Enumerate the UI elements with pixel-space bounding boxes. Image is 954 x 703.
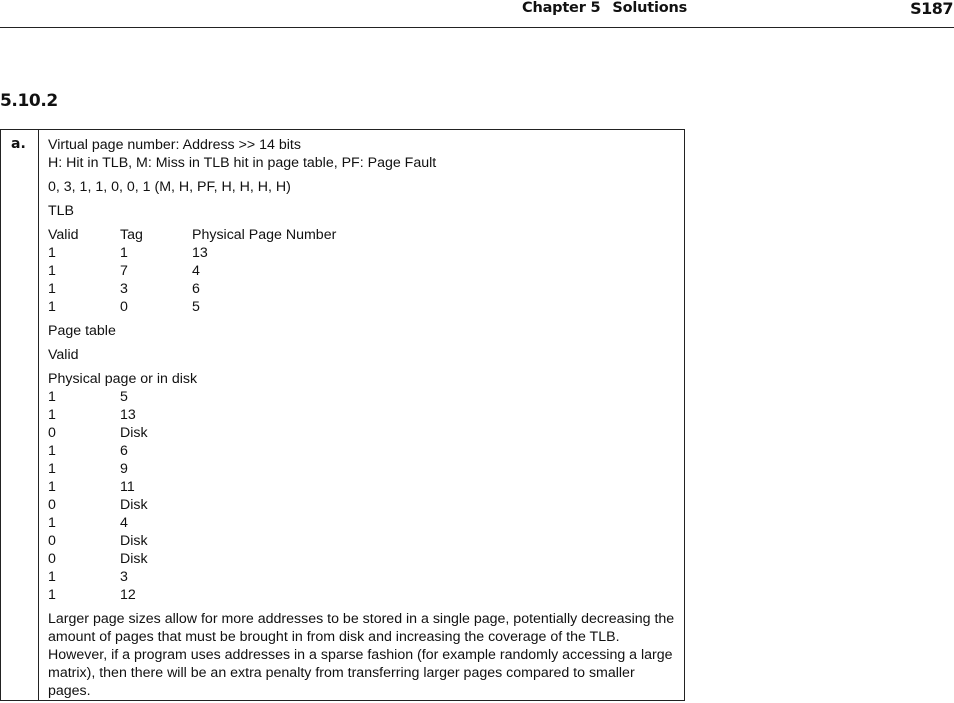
tlb-row	[48, 244, 680, 262]
page-table-row	[48, 550, 680, 568]
tlb-cell-tag: 7	[120, 263, 128, 279]
pt-cell-page: 11	[120, 479, 135, 495]
pt-cell-valid: 1	[48, 443, 56, 459]
pt-cell-page: 5	[120, 389, 128, 405]
page-table-row	[48, 442, 680, 460]
phys-label: Physical page or in disk	[48, 371, 198, 387]
pt-cell-page: Disk	[120, 425, 148, 441]
sequence-line: 0, 3, 1, 1, 0, 0, 1 (M, H, PF, H, H, H, H)	[48, 179, 291, 195]
legend-line: H: Hit in TLB, M: Miss in TLB hit in page table, PF: Page Fault	[48, 155, 437, 171]
pt-cell-page: 12	[120, 587, 136, 603]
page-table-row	[48, 424, 680, 442]
page-table-row	[48, 478, 680, 496]
pt-cell-valid: 1	[48, 569, 56, 585]
pt-cell-page: 9	[120, 461, 128, 477]
valid-label: Valid	[48, 347, 79, 363]
tlb-cell-tag: 3	[120, 281, 128, 297]
section-label: Solutions	[612, 0, 688, 16]
pt-cell-valid: 1	[48, 407, 56, 423]
page-table-row	[48, 496, 680, 514]
page-header	[0, 0, 954, 28]
page-table	[48, 388, 680, 604]
pt-cell-valid: 0	[48, 497, 56, 513]
solution-table	[0, 129, 685, 701]
page-table-row	[48, 568, 680, 586]
tlb-cell-valid: 1	[48, 281, 56, 297]
tlb-title: TLB	[48, 203, 75, 219]
page-table-row	[48, 406, 680, 424]
tlb-row	[48, 262, 680, 280]
page-table-title: Page table	[48, 323, 116, 339]
page-number: S187	[910, 0, 953, 18]
pt-cell-page: Disk	[120, 497, 148, 513]
pt-cell-page: 13	[120, 407, 136, 423]
page-table-row	[48, 586, 680, 604]
chapter-label: Chapter 5	[522, 0, 601, 16]
vpn-line: Virtual page number: Address >> 14 bits	[48, 137, 301, 153]
tlb-cell-ppn: 4	[192, 263, 200, 279]
pt-cell-valid: 1	[48, 587, 56, 603]
section-number: 5.10.2	[0, 91, 58, 111]
pt-cell-page: 6	[120, 443, 128, 459]
tlb-cell-tag: 1	[120, 245, 128, 261]
running-head	[522, 0, 687, 16]
tlb-cell-ppn: 5	[192, 299, 200, 315]
pt-cell-page: Disk	[120, 551, 148, 567]
tlb-row	[48, 298, 680, 316]
pt-cell-valid: 1	[48, 479, 56, 495]
tlb-header-row	[48, 226, 680, 244]
page-table-row	[48, 532, 680, 550]
pt-cell-valid: 1	[48, 515, 56, 531]
tlb-cell-tag: 0	[120, 299, 128, 315]
pt-cell-valid: 0	[48, 533, 56, 549]
tlb-header-ppn: Physical Page Number	[192, 227, 337, 243]
pt-cell-page: 4	[120, 515, 128, 531]
pt-cell-valid: 0	[48, 425, 56, 441]
pt-cell-valid: 1	[48, 461, 56, 477]
tlb-table	[48, 226, 680, 316]
column-divider	[38, 130, 39, 700]
tlb-header-tag: Tag	[120, 227, 143, 243]
pt-cell-valid: 1	[48, 389, 56, 405]
tlb-cell-ppn: 6	[192, 281, 200, 297]
tlb-cell-ppn: 13	[192, 245, 208, 261]
pt-cell-page: 3	[120, 569, 128, 585]
tlb-cell-valid: 1	[48, 245, 56, 261]
discussion-paragraph: Larger page sizes allow for more addresses to be stored in a single page, potentially decreasing the amount of pages that must be brought in from disk and increasing the coverage of the TLB. However, if a program uses addresses in a sparse fashion (for example randomly accessing a large matrix), then there will be an extra penalty from transferring larger pages compared to smaller pages.	[48, 611, 675, 699]
pt-cell-page: Disk	[120, 533, 148, 549]
tlb-row	[48, 280, 680, 298]
page-table-row	[48, 460, 680, 478]
item-label: a.	[11, 136, 26, 152]
tlb-cell-valid: 1	[48, 299, 56, 315]
solution-content	[48, 136, 680, 700]
page-table-row	[48, 388, 680, 406]
tlb-header-valid: Valid	[48, 227, 79, 243]
pt-cell-valid: 0	[48, 551, 56, 567]
tlb-cell-valid: 1	[48, 263, 56, 279]
page-table-row	[48, 514, 680, 532]
